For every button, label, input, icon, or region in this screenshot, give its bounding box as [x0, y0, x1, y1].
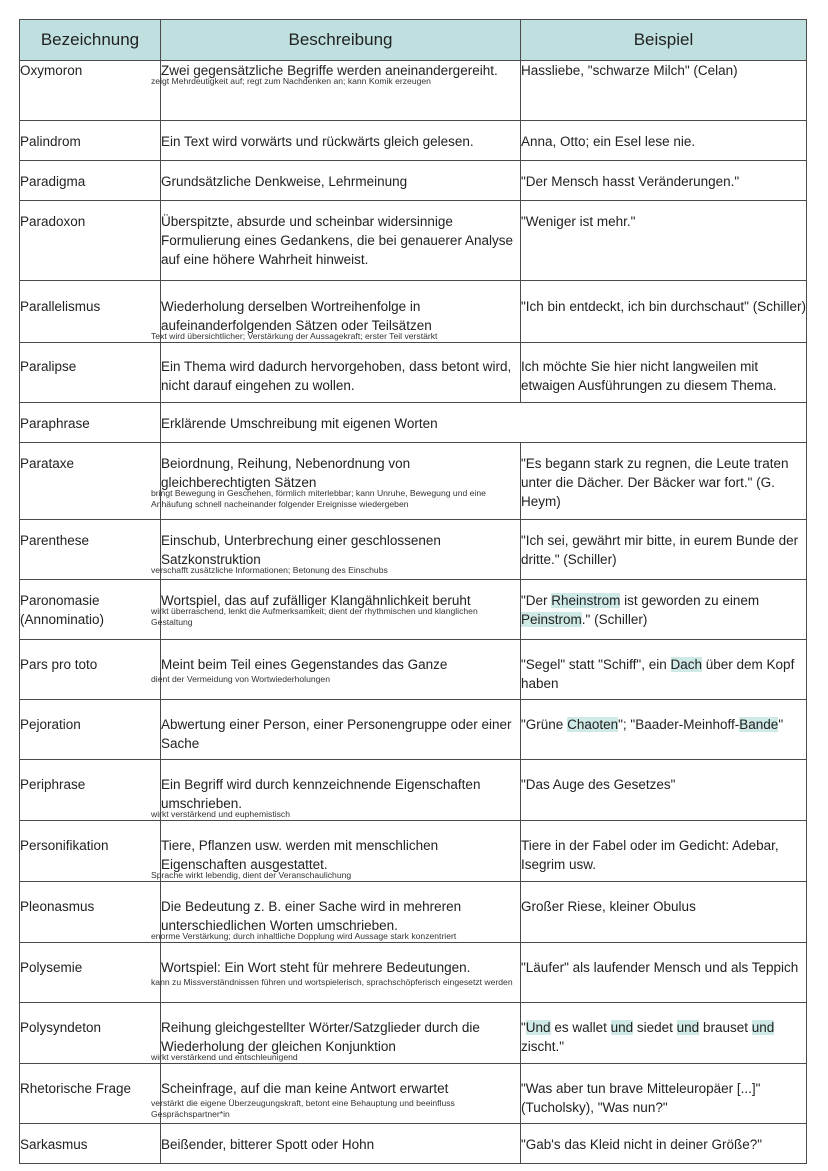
highlighted-word: Bande	[739, 717, 779, 732]
description-text: Ein Begriff wird durch kennzeichnende Eigenschaften umschrieben.	[161, 777, 481, 811]
example-text: "Ich bin entdeckt, ich bin durchschaut" (Schiller)	[521, 299, 806, 314]
description-text: Wortspiel: Ein Wort steht für mehrere Bedeutungen.	[161, 960, 471, 975]
example-text: "; "Baader-Meinhoff-	[618, 717, 740, 732]
example-cell	[521, 201, 807, 281]
description-cell	[161, 161, 521, 201]
effect-note: wirkt verstärkend und euphemistisch	[151, 809, 290, 819]
term-cell: Paronomasie (Annominatio)	[20, 580, 161, 640]
example-cell	[521, 61, 807, 121]
table-row	[20, 1003, 807, 1064]
description-text: Beiordnung, Reihung, Nebenordnung von gleichberechtigten Sätzen	[161, 456, 411, 490]
example-text: "Grüne	[521, 717, 568, 732]
example-text: siedet	[633, 1020, 677, 1035]
example-text: "Weniger ist mehr."	[521, 214, 636, 229]
table-row	[20, 161, 807, 201]
example-text: "Segel" statt "Schiff", ein	[521, 657, 671, 672]
example-cell	[521, 161, 807, 201]
description-cell	[151, 821, 521, 882]
rhetorical-devices-table	[19, 19, 807, 1164]
effect-note: Sprache wirkt lebendig, dient der Veranschaulichung	[151, 870, 352, 880]
table-row	[20, 343, 807, 403]
example-text: es wallet	[550, 1020, 611, 1035]
description-cell	[161, 700, 521, 760]
description-cell	[161, 343, 521, 403]
example-cell	[521, 443, 807, 520]
example-text: Hassliebe, "schwarze Milch" (Celan)	[521, 63, 738, 78]
description-cell	[151, 443, 521, 520]
highlighted-word: und	[676, 1020, 700, 1035]
example-text: "Es begann stark zu regnen, die Leute traten unter die Dächer. Der Bäcker war fort." (G. Heym)	[521, 456, 789, 509]
example-text: "Was aber tun brave Mitteleuropäer [...]" (Tucholsky), "Was nun?"	[521, 1081, 761, 1115]
description-cell	[161, 1124, 521, 1164]
highlighted-word: Peinstrom	[521, 612, 582, 627]
example-cell	[521, 882, 807, 943]
description-cell	[161, 201, 521, 281]
effect-note: kann zu Missverständnissen führen und wortspielerisch, sprachschöpferisch eingesetzt werden	[151, 977, 513, 987]
description-cell	[151, 281, 521, 343]
description-cell	[151, 640, 521, 700]
effect-note: Text wird übersichtlicher; Verstärkung der Aussagekraft; erster Teil verstärkt	[151, 331, 438, 341]
table-row	[20, 121, 807, 161]
term-cell: Palindrom	[20, 121, 161, 161]
description-text: Scheinfrage, auf die man keine Antwort erwartet	[161, 1081, 449, 1096]
table-row	[20, 281, 807, 343]
effect-note: verstärkt die eigene Überzeugungskraft, betont eine Behauptung und beeinfluss Gesprächspartner*in	[151, 1098, 455, 1119]
table-row	[20, 580, 807, 640]
description-text: Wiederholung derselben Wortreihenfolge in aufeinanderfolgenden Sätzen oder Teilsätzen	[161, 299, 432, 333]
example-text: "Ich sei, gewährt mir bitte, in eurem Bunde der dritte." (Schiller)	[521, 533, 799, 567]
term-cell: Oxymoron	[20, 61, 161, 121]
table-row	[20, 61, 807, 121]
example-text: brauset	[699, 1020, 752, 1035]
example-text: zischt."	[521, 1039, 565, 1054]
example-cell	[521, 640, 807, 700]
term-cell: Periphrase	[20, 760, 161, 821]
term-cell: Polysemie	[20, 943, 161, 1003]
description-text: Überspitzte, absurde und scheinbar widersinnige Formulierung eines Gedankens, die bei genauerer Analyse auf eine höhere Wahrheit hinweist.	[161, 214, 513, 267]
highlighted-word: Dach	[670, 657, 703, 672]
description-text: Meint beim Teil eines Gegenstandes das Ganze	[161, 657, 448, 672]
description-text: Einschub, Unterbrechung einer geschlossenen Satzkonstruktion	[161, 533, 441, 567]
description-text: Zwei gegensätzliche Begriffe werden aneinandergereiht.	[161, 63, 498, 78]
table-header-row	[20, 20, 807, 61]
example-text: Großer Riese, kleiner Obulus	[521, 899, 696, 914]
table-row	[20, 1124, 807, 1164]
highlighted-word: Rheinstrom	[551, 593, 621, 608]
term-cell: Pejoration	[20, 700, 161, 760]
example-text: "	[521, 1020, 526, 1035]
example-text: Tiere in der Fabel oder im Gedicht: Adebar, Isegrim usw.	[521, 838, 779, 872]
term-cell: Paralipse	[20, 343, 161, 403]
table-row	[20, 201, 807, 281]
table-row	[20, 1064, 807, 1124]
term-cell: Paradigma	[20, 161, 161, 201]
effect-note: enorme Verstärkung; durch inhaltliche Dopplung wird Aussage stark konzentriert	[151, 931, 457, 941]
example-text: "Läufer" als laufender Mensch und als Teppich	[521, 960, 799, 975]
description-cell	[161, 121, 521, 161]
example-cell	[521, 343, 807, 403]
table-row	[20, 403, 807, 443]
example-text: ." (Schiller)	[581, 612, 648, 627]
description-text: Erklärende Umschreibung mit eigenen Worten	[161, 416, 438, 431]
description-cell	[151, 580, 521, 640]
description-text: Grundsätzliche Denkweise, Lehrmeinung	[161, 174, 408, 189]
table-row	[20, 443, 807, 520]
description-text: Abwertung einer Person, einer Personengruppe oder einer Sache	[161, 717, 512, 751]
description-cell	[151, 882, 521, 943]
example-cell	[521, 520, 807, 580]
table-row	[20, 882, 807, 943]
effect-note: bringt Bewegung in Geschehen, förmlich miterlebbar; kann Unruhe, Bewegung und eine Anhäufung schnell nacheinander folgender Ereignisse wiedergeben	[151, 488, 486, 509]
highlighted-word: Chaoten	[567, 717, 619, 732]
example-text: "	[778, 717, 784, 732]
table-row	[20, 821, 807, 882]
example-cell	[521, 821, 807, 882]
description-cell	[151, 1064, 521, 1124]
example-text: Ich möchte Sie hier nicht langweilen mit etwaigen Ausführungen zu diesem Thema.	[521, 359, 777, 393]
effect-note: wirkt verstärkend und entschleunigend	[151, 1052, 298, 1062]
description-text: Ein Thema wird dadurch hervorgehoben, dass betont wird, nicht darauf eingehen zu wollen.	[161, 359, 512, 393]
table-row	[20, 760, 807, 821]
header-beispiel: Beispiel	[521, 20, 807, 61]
description-cell	[151, 61, 521, 121]
example-cell	[521, 580, 807, 640]
description-cell	[151, 943, 521, 1003]
table-row	[20, 943, 807, 1003]
description-text: Ein Text wird vorwärts und rückwärts gleich gelesen.	[161, 134, 474, 149]
example-text: ist geworden zu einem	[620, 593, 760, 608]
term-cell: Personifikation	[20, 821, 161, 882]
header-bezeichnung: Bezeichnung	[20, 20, 161, 61]
effect-note: verschafft zusätzliche Informationen; Betonung des Einschubs	[151, 565, 388, 575]
description-text: Reihung gleichgestellter Wörter/Satzglieder durch die Wiederholung der gleichen Konjunktion	[161, 1020, 480, 1054]
description-text: Beißender, bitterer Spott oder Hohn	[161, 1137, 375, 1152]
example-cell	[521, 1124, 807, 1164]
description-cell	[151, 1003, 521, 1064]
example-cell	[521, 700, 807, 760]
example-text: Anna, Otto; ein Esel lese nie.	[521, 134, 696, 149]
term-cell: Sarkasmus	[20, 1124, 161, 1164]
highlighted-word: Und	[525, 1020, 551, 1035]
effect-note: wirkt überraschend, lenkt die Aufmerksamkeit; dient der rhythmischen und klanglichen Gestaltung	[151, 606, 478, 627]
table-row	[20, 700, 807, 760]
table-row	[20, 520, 807, 580]
term-cell: Rhetorische Frage	[20, 1064, 161, 1124]
term-cell: Parenthese	[20, 520, 161, 580]
example-cell	[521, 943, 807, 1003]
example-text: "Der Mensch hasst Veränderungen."	[521, 174, 740, 189]
effect-note: zeigt Mehrdeutigkeit auf; regt zum Nachdenken an; kann Komik erzeugen	[151, 76, 431, 86]
description-cell	[151, 520, 521, 580]
term-cell: Parallelismus	[20, 281, 161, 343]
term-cell: Pars pro toto	[20, 640, 161, 700]
example-cell	[521, 121, 807, 161]
example-cell	[521, 760, 807, 821]
description-cell	[161, 403, 807, 443]
term-cell: Pleonasmus	[20, 882, 161, 943]
description-cell	[151, 760, 521, 821]
example-text: "Der	[521, 593, 552, 608]
term-cell: Paradoxon	[20, 201, 161, 281]
example-text: über dem Kopf haben	[521, 657, 795, 691]
highlighted-word: und	[610, 1020, 634, 1035]
example-cell	[521, 281, 807, 343]
header-beschreibung: Beschreibung	[161, 20, 521, 61]
description-text: Tiere, Pflanzen usw. werden mit menschlichen Eigenschaften ausgestattet.	[161, 838, 439, 872]
term-cell: Parataxe	[20, 443, 161, 520]
effect-note: dient der Vermeidung von Wortwiederholungen	[151, 674, 330, 684]
example-text: "Das Auge des Gesetzes"	[521, 777, 676, 792]
term-cell: Paraphrase	[20, 403, 161, 443]
highlighted-word: und	[751, 1020, 775, 1035]
example-text: "Gab's das Kleid nicht in deiner Größe?"	[521, 1137, 763, 1152]
example-cell	[521, 1064, 807, 1124]
term-cell: Polysyndeton	[20, 1003, 161, 1064]
description-text: Wortspiel, das auf zufälliger Klangähnlichkeit beruht	[161, 593, 471, 608]
example-cell	[521, 1003, 807, 1064]
table-row	[20, 640, 807, 700]
description-text: Die Bedeutung z. B. einer Sache wird in mehreren unterschiedlichen Worten umschrieben.	[161, 899, 462, 933]
